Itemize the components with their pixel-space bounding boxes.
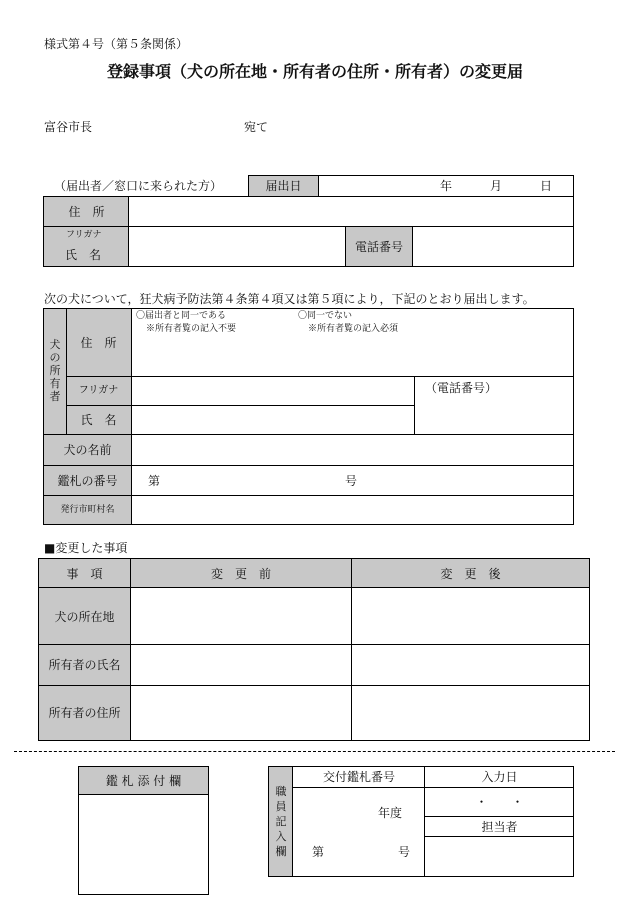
applicant-name-field[interactable]	[130, 227, 345, 265]
issued-tag-label: 交付鑑札番号	[322, 770, 395, 784]
row-label-location: 犬の所在地	[54, 609, 115, 624]
owner-furigana-field[interactable]	[132, 377, 413, 404]
owner-furigana-label: フリガナ	[78, 385, 119, 397]
applicant-phone-label: 電話番号	[345, 227, 413, 266]
applicant-furigana-label: フリガナ	[66, 230, 102, 240]
intro-text: 次の犬について，狂犬病予防法第４条第４項又は第５項により，下記のとおり届出します。	[44, 292, 535, 306]
owner-name-label: 氏 名	[80, 413, 117, 427]
tag-number-label: 鑑札の番号	[57, 473, 118, 488]
owner-address-before-field[interactable]	[132, 687, 350, 739]
input-date-label: 入力日	[481, 770, 518, 784]
applicant-address-field[interactable]	[130, 197, 573, 225]
page-title: 登録事項（犬の所在地・所有者の住所・所有者）の変更届	[106, 62, 523, 81]
issuer-field[interactable]	[132, 496, 573, 523]
owner-name-after-field[interactable]	[353, 646, 588, 684]
addressee-suffix: 宛て	[244, 120, 269, 134]
staff-side-label: 職 員 記 入 欄	[275, 785, 287, 858]
col-item-header: 事 項	[66, 566, 103, 581]
option-same-note: ※所有者覧の記入不要	[146, 324, 237, 334]
option-different-owner[interactable]: 〇同一でない	[298, 311, 353, 321]
applicant-phone-field[interactable]	[414, 227, 572, 265]
date-day-label: 日	[540, 179, 553, 193]
owner-address-after-field[interactable]	[353, 687, 588, 739]
dog-name-field[interactable]	[132, 435, 573, 464]
cut-line	[14, 751, 615, 752]
applicant-caption: （届出者／窓口に来られた方）	[54, 179, 223, 193]
location-after-field[interactable]	[353, 590, 588, 643]
owner-name-field[interactable]	[132, 406, 413, 433]
owner-phone-label: （電話番号）	[425, 381, 498, 395]
form-number: 様式第４号（第５条関係）	[44, 37, 189, 51]
owner-address-label: 住 所	[80, 335, 117, 350]
col-before-header: 変 更 前	[210, 566, 271, 581]
input-date-dots: ・ ・	[475, 795, 524, 809]
date-month-label: 月	[490, 179, 503, 193]
col-after-header: 変 更 後	[440, 566, 501, 581]
option-same-owner[interactable]: 〇届出者と同一である	[136, 311, 227, 321]
location-before-field[interactable]	[132, 590, 350, 643]
tag-number-suffix: 号	[345, 474, 358, 488]
option-different-note: ※所有者覧の記入必須	[308, 324, 399, 334]
dog-name-label: 犬の名前	[63, 443, 112, 457]
applicant-name-label: 氏 名	[65, 248, 102, 262]
fiscal-year-label: 年度	[378, 806, 403, 820]
staff-tag-prefix: 第	[312, 845, 325, 859]
owner-address-field[interactable]	[132, 340, 573, 375]
owner-side-label: 犬 の 所 有 者	[49, 337, 61, 403]
applicant-address-label: 住 所	[68, 204, 105, 219]
row-label-owner-address: 所有者の住所	[48, 706, 121, 720]
tag-number-prefix: 第	[148, 474, 161, 488]
date-year-label: 年	[440, 179, 453, 193]
owner-name-before-field[interactable]	[132, 646, 350, 684]
addressee: 富谷市長	[44, 120, 93, 134]
staff-tag-suffix: 号	[398, 845, 411, 859]
submission-date-label: 届出日	[249, 176, 319, 196]
tag-attach-label: 鑑 札 添 付 欄	[79, 767, 208, 795]
row-label-owner-name: 所有者の氏名	[48, 658, 121, 672]
issuer-label: 発行市町村名	[60, 504, 115, 515]
tag-number-field[interactable]	[160, 466, 340, 494]
changes-heading: ■変更した事項	[44, 541, 128, 555]
person-in-charge-label: 担当者	[481, 819, 518, 834]
